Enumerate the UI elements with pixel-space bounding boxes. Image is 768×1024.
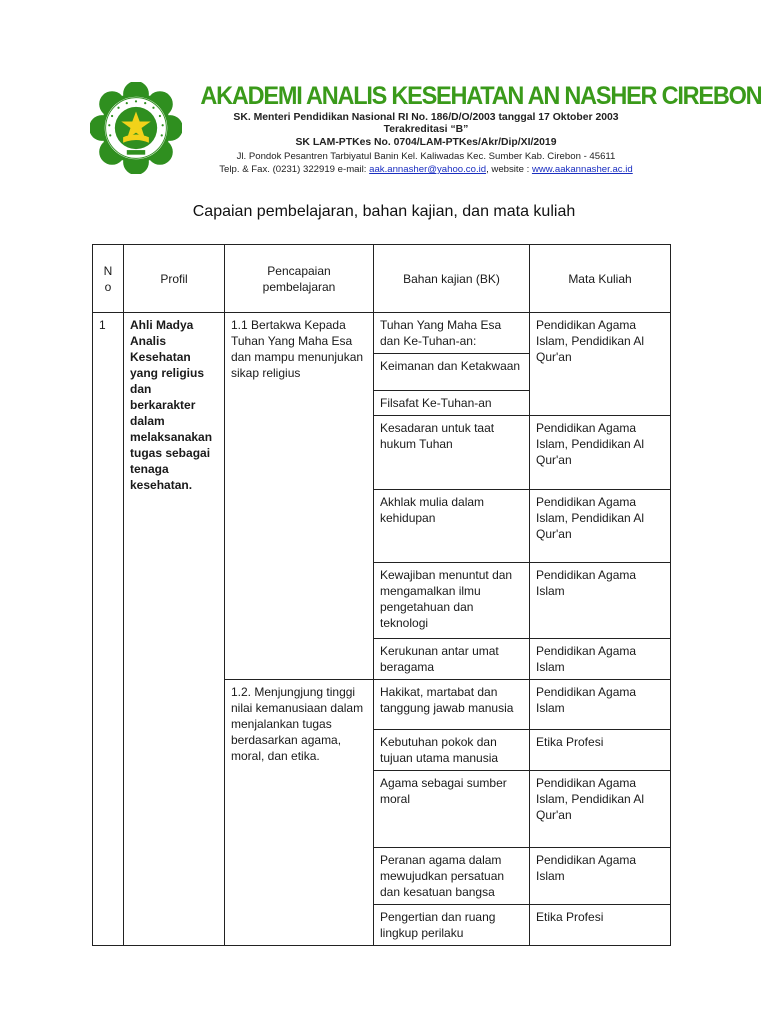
profil-cell: Ahli Madya Analis Kesehatan yang religius dan berkarakter dalam melaksanakan tugas sebagai tenaga kesehatan.	[124, 313, 225, 946]
mk-cell: Pendidikan Agama Islam, Pendidikan Al Qur'an	[530, 771, 671, 848]
website-prefix: , website :	[486, 164, 532, 175]
mk-cell: Pendidikan Agama Islam, Pendidikan Al Qur'an	[530, 490, 671, 563]
row-number: 1	[93, 313, 124, 946]
address-line: Jl. Pondok Pesantren Tarbiyatul Banin Kel. Kaliwadas Kec. Sumber Kab. Cirebon - 45611	[236, 151, 616, 162]
bk-cell: Tuhan Yang Maha Esa dan Ke-Tuhan-an:	[374, 313, 530, 354]
bk-cell: Kebutuhan pokok dan tujuan utama manusia	[374, 730, 530, 771]
bk-cell: Kerukunan antar umat beragama	[374, 639, 530, 680]
document-title: Capaian pembelajaran, bahan kajian, dan mata kuliah	[192, 203, 576, 220]
contact-prefix: Telp. & Fax. (0231) 322919 e-mail:	[219, 164, 370, 175]
bk-cell: Kesadaran untuk taat hukum Tuhan	[374, 416, 530, 490]
bk-cell: Kewajiban menuntut dan mengamalkan ilmu pengetahuan dan teknologi	[374, 563, 530, 639]
learning-outcomes-table	[92, 244, 671, 946]
accreditation-line: Terakreditasi “B”	[383, 124, 469, 135]
table-header-row	[93, 245, 671, 313]
bk-cell: Filsafat Ke-Tuhan-an	[374, 391, 530, 416]
mk-cell: Pendidikan Agama Islam	[530, 680, 671, 730]
mk-cell: Pendidikan Agama Islam	[530, 639, 671, 680]
bk-cell: Hakikat, martabat dan tanggung jawab manusia	[374, 680, 530, 730]
bk-cell: Pengertian dan ruang lingkup perilaku	[374, 905, 530, 946]
letterhead	[0, 0, 768, 190]
institution-logo	[90, 82, 182, 174]
lam-decree-line: SK LAM-PTKes No. 0704/LAM-PTKes/Akr/Dip/XI/2019	[295, 137, 557, 148]
header-mata-kuliah: Mata Kuliah	[530, 245, 671, 313]
mk-cell: Pendidikan Agama Islam	[530, 563, 671, 639]
institution-name: AKADEMI ANALIS KESEHATAN AN NASHER CIREBON	[200, 82, 762, 110]
header-profil: Profil	[124, 245, 225, 313]
decree-line: SK. Menteri Pendidikan Nasional RI No. 186/D/O/2003 tanggal 17 Oktober 2003	[233, 112, 619, 123]
header-pencapaian: Pencapaian pembelajaran	[225, 245, 374, 313]
bk-cell: Peranan agama dalam mewujudkan persatuan dan kesatuan bangsa	[374, 848, 530, 905]
mk-cell: Etika Profesi	[530, 730, 671, 771]
table-row	[93, 313, 671, 354]
bk-cell: Agama sebagai sumber moral	[374, 771, 530, 848]
mk-cell: Pendidikan Agama Islam, Pendidikan Al Qur'an	[530, 313, 671, 416]
header-no: N o	[93, 245, 124, 313]
website-link[interactable]: www.aakannasher.ac.id	[531, 164, 633, 175]
bk-cell: Akhlak mulia dalam kehidupan	[374, 490, 530, 563]
contact-line	[186, 164, 666, 175]
bk-cell: Keimanan dan Ketakwaan	[374, 354, 530, 391]
mk-cell: Pendidikan Agama Islam, Pendidikan Al Qur'an	[530, 416, 671, 490]
outcome-cell: 1.2. Menjungjung tinggi nilai kemanusiaan dalam menjalankan tugas berdasarkan agama, moral, dan etika.	[225, 680, 374, 946]
header-bahan-kajian: Bahan kajian (BK)	[374, 245, 530, 313]
mk-cell: Pendidikan Agama Islam	[530, 848, 671, 905]
outcome-cell: 1.1 Bertakwa Kepada Tuhan Yang Maha Esa dan mampu menunjukan sikap religius	[225, 313, 374, 680]
email-link[interactable]: aak.annasher@yahoo.co.id	[369, 164, 487, 175]
mk-cell: Etika Profesi	[530, 905, 671, 946]
